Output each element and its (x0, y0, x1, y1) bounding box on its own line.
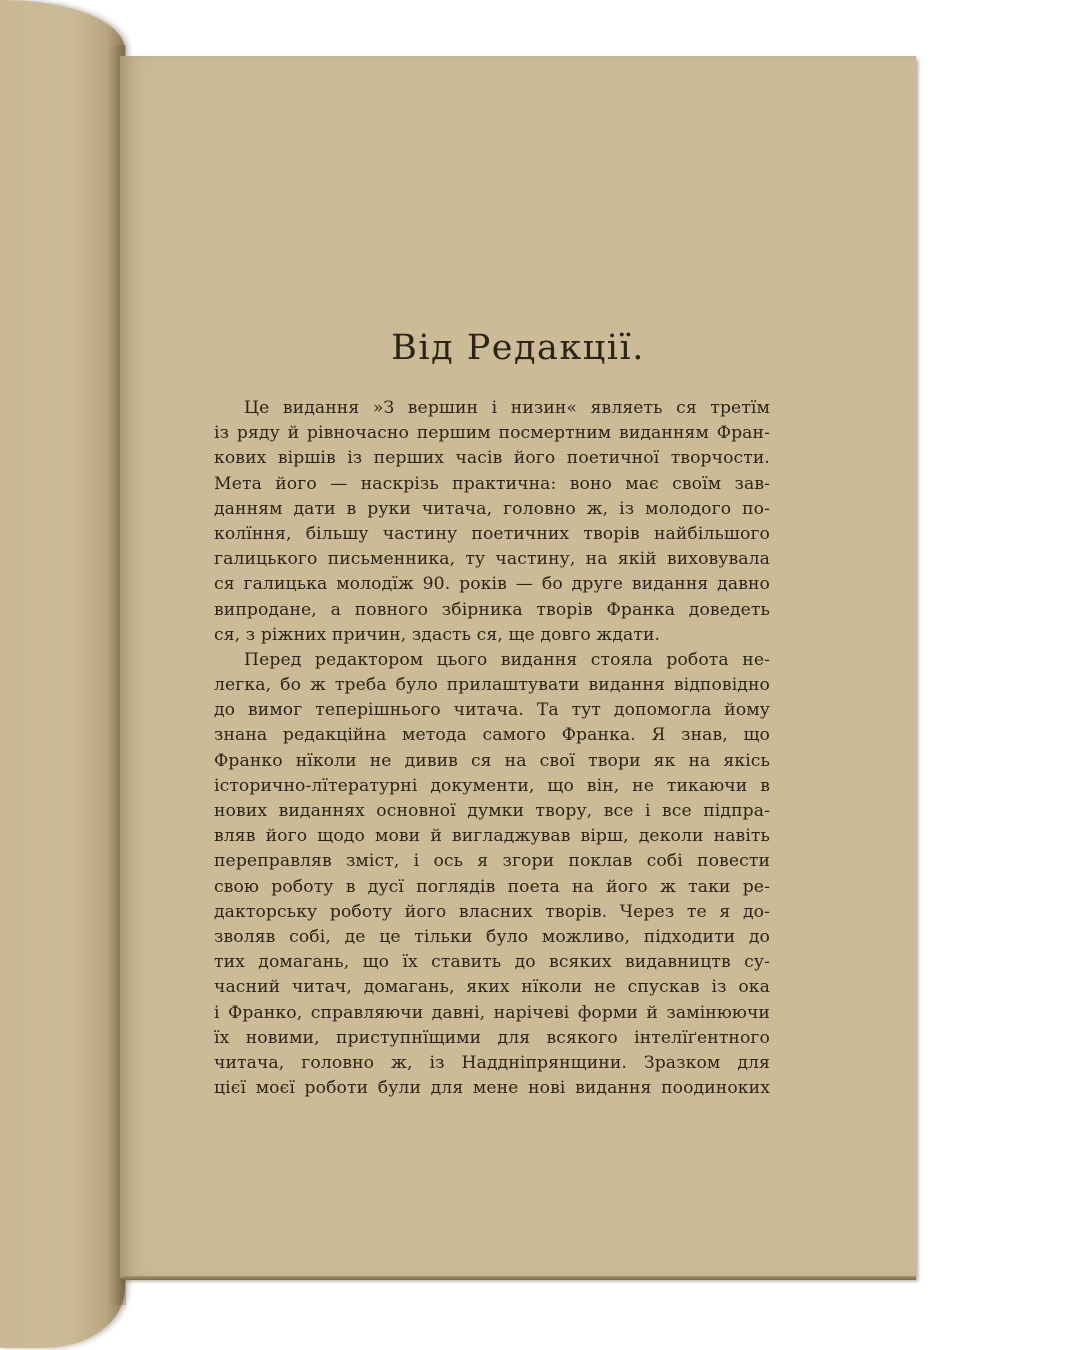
text-line: тих домагань, що їх ставить до всяких видавництв су- (214, 952, 770, 973)
text-line: Це видання »З вершин і низин« являеть ся третїм (244, 398, 770, 418)
text-line: читача, головно ж, із Наддніпрянщини. Зразком для (214, 1052, 770, 1073)
text-line: переправляв зміст, і ось я згори поклав собі повести (214, 851, 770, 872)
text-line: ся, з ріжних причин, здасть ся, ще довго ждати. (214, 624, 661, 645)
text-line: дакторську роботу його власних творів. Через те я до- (214, 901, 770, 922)
text-line: зволяв собі, де це тільки було можливо, підходити до (214, 926, 770, 947)
text-line: до вимог теперішнього читача. Та тут допомогла йому (214, 700, 770, 721)
text-line: знана редакційна метода самого Франка. Я знав, що (214, 725, 770, 746)
text-line: часний читач, домагань, яких нїколи не спускав із ока (214, 977, 770, 998)
text-line: легка, бо ж треба було прилаштувати видання відповідно (214, 675, 770, 696)
text-line: ся галицька молодїж 90. років — бо друге видання давно (214, 574, 770, 595)
body-text (214, 396, 770, 1101)
text-line: випродане, а повного збірника творів Франка доведеть (214, 599, 770, 620)
text-line: Франко нїколи не дивив ся на свої твори як на якісь (214, 750, 770, 771)
text-line: колїння, більшу частину поетичних творів найбільшого (214, 523, 770, 544)
text-line: кових віршів із перших часів його поетичної творчости. (214, 448, 770, 469)
text-line: данням дати в руки читача, головно ж, із молодого по- (214, 498, 770, 519)
paragraph-1 (214, 396, 770, 648)
text-line: свою роботу в дусї поглядів поета на його ж таки ре- (214, 876, 770, 897)
page-heading: Від Редакції. (391, 328, 645, 368)
text-line: нових виданнях основної думки твору, все і все підпра- (214, 801, 770, 821)
text-line: вляв його щодо мови й вигладжував вірш, деколи навіть (214, 826, 770, 847)
text-line: Мета його — наскрізь практична: воно має своїм зав- (214, 473, 770, 494)
text-line: їх новими, приступнїщими для всякого інтелїґентного (214, 1027, 770, 1048)
page-bottom-edge (122, 1276, 916, 1280)
text-line: і Франко, справляючи давні, нарічеві форми й замінюючи (214, 1002, 770, 1023)
left-page (0, 0, 125, 1348)
text-line: Перед редактором цього видання стояла робота не- (244, 649, 770, 670)
text-line: історично-лїтературні документи, що він, не тикаючи в (214, 775, 770, 796)
text-line: із ряду й рівночасно першим посмертним виданням Фран- (214, 423, 770, 444)
text-line: цієї моєї роботи були для мене нові видання поодиноких (214, 1078, 770, 1099)
text-line: галицького письменника, ту частину, на якій виховувала (214, 549, 770, 570)
paragraph-2 (214, 648, 770, 1101)
